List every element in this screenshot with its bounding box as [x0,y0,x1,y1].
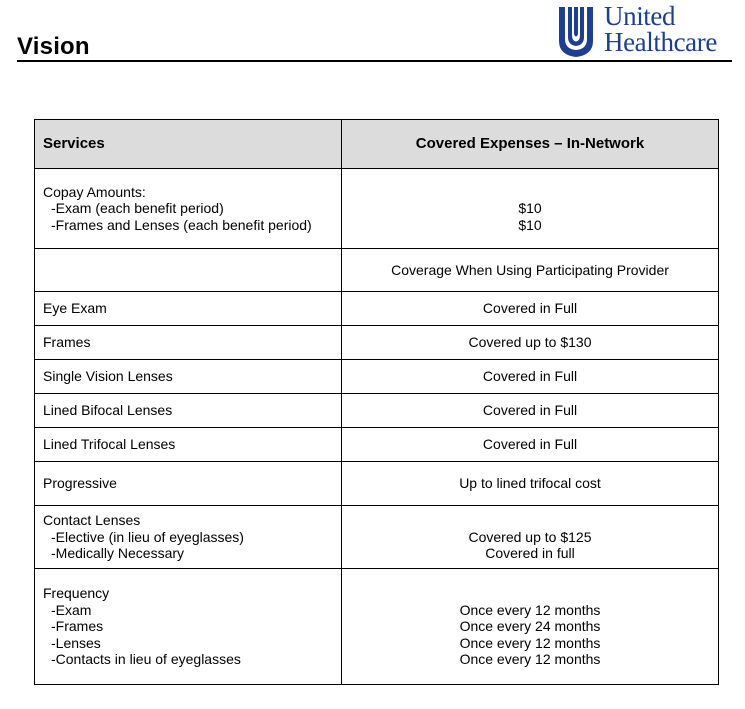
coverage-value: Covered in Full [342,394,719,428]
frequency-values-cell [342,569,719,685]
service-name: Progressive [35,462,342,506]
service-name: Frames [35,326,342,360]
service-name: Single Vision Lenses [35,360,342,394]
contact-lenses-value: Covered in full [485,545,575,562]
services-column-header: Services [35,120,342,169]
frequency-services-cell [35,569,342,685]
contact-lenses-value: Covered up to $125 [468,528,592,545]
frequency-label: -Contacts in lieu of eyeglasses [51,651,241,668]
contact-lenses-values-cell [342,506,719,569]
frequency-label: -Frames [51,618,104,635]
brand-logo [556,3,736,59]
copay-value: $10 [518,216,542,233]
copay-row [35,169,719,249]
copay-value: $10 [518,200,542,217]
frequency-value: Once every 12 months [459,601,601,618]
participating-provider-note: Coverage When Using Participating Provider [342,249,719,292]
frequency-value: Once every 12 months [459,634,601,651]
table-row [35,292,719,326]
copay-services-cell [35,169,342,249]
frequency-value: Once every 24 months [459,618,601,635]
contact-lenses-label: -Medically Necessary [51,545,185,562]
vision-benefits-table [34,119,719,685]
table-row [35,462,719,506]
title-divider [17,60,732,62]
table-row [35,360,719,394]
service-name: Eye Exam [35,292,342,326]
frequency-label: -Lenses [51,634,101,651]
empty-cell [35,249,342,292]
coverage-value: Covered in Full [342,428,719,462]
table-row [35,326,719,360]
copay-label: -Frames and Lenses (each benefit period) [51,216,312,233]
service-name: Lined Bifocal Lenses [35,394,342,428]
coverage-value: Covered in Full [342,292,719,326]
contact-lenses-heading: Contact Lenses [43,512,141,529]
frequency-heading: Frequency [43,585,110,602]
frequency-value: Once every 12 months [459,651,601,668]
copay-values-cell [342,169,719,249]
shield-logo-icon [556,3,596,59]
coverage-value: Covered in Full [342,360,719,394]
coverage-value: Up to lined trifocal cost [342,462,719,506]
table-row [35,428,719,462]
copay-label: -Exam (each benefit period) [51,200,224,217]
copay-heading: Copay Amounts: [43,183,146,200]
coverage-value: Covered up to $130 [342,326,719,360]
service-name: Lined Trifocal Lenses [35,428,342,462]
brand-name-line1: United [604,1,676,31]
page-title: Vision [17,33,90,60]
contact-lenses-row [35,506,719,569]
table-header-row [35,120,719,169]
participating-provider-row [35,249,719,292]
brand-name-line2: Healthcare [604,27,717,57]
frequency-label: -Exam [51,601,92,618]
frequency-row [35,569,719,685]
covered-expenses-column-header: Covered Expenses – In-Network [342,120,719,169]
contact-lenses-services-cell [35,506,342,569]
contact-lenses-label: -Elective (in lieu of eyeglasses) [51,528,244,545]
table-row [35,394,719,428]
